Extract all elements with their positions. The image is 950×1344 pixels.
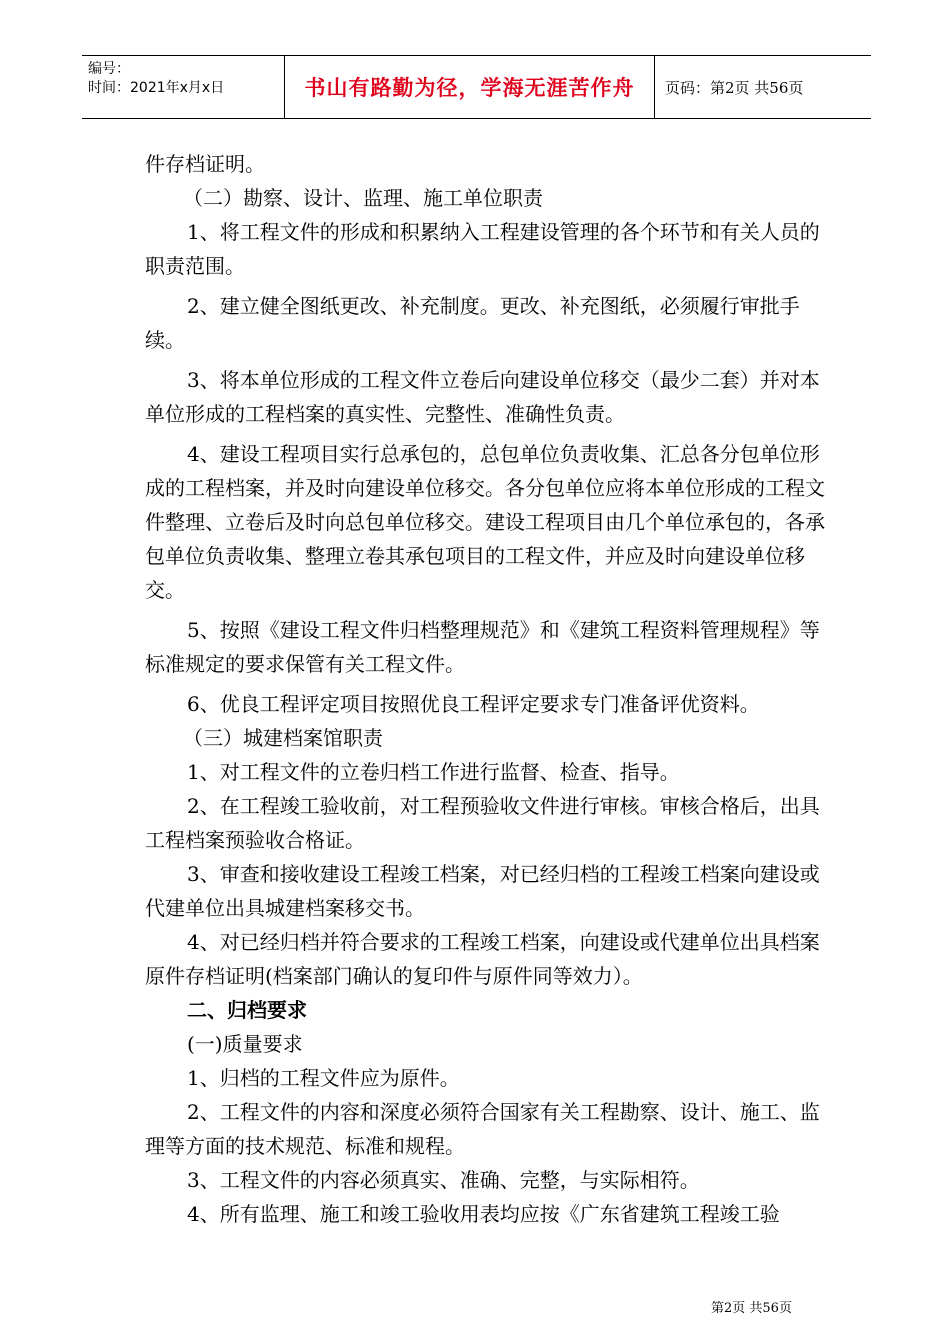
paragraph: 3、工程文件的内容必须真实、准确、完整，与实际相符。 xyxy=(187,1168,700,1192)
header-meta xyxy=(88,60,224,98)
subsection-heading: (一)质量要求 xyxy=(187,1032,303,1056)
paragraph: 2、建立健全图纸更改、补充制度。更改、补充图纸，必须履行审批手续。 xyxy=(145,294,800,352)
paragraph: 3、审查和接收建设工程竣工档案，对已经归档的工程竣工档案向建设或代建单位出具城建档案移交书。 xyxy=(145,862,820,920)
paragraph: 2、在工程竣工验收前，对工程预验收文件进行审核。审核合格后，出具工程档案预验收合格证。 xyxy=(145,794,820,852)
document-body xyxy=(145,147,825,1231)
section-heading: （二）勘察、设计、监理、施工单位职责 xyxy=(183,186,543,210)
paragraph: 6、优良工程评定项目按照优良工程评定要求专门准备评优资料。 xyxy=(187,692,760,716)
serial-label: 编号： xyxy=(88,61,130,77)
header-page-number: 页码：第2页 共56页 xyxy=(665,78,804,97)
page-header xyxy=(82,55,871,119)
paragraph: 5、按照《建设工程文件归档整理规范》和《建筑工程资料管理规程》等标准规定的要求保管有关工程文件。 xyxy=(145,618,820,676)
paragraph: 1、将工程文件的形成和积累纳入工程建设管理的各个环节和有关人员的职责范围。 xyxy=(145,220,820,278)
time-label: 时间：2021年x月x日 xyxy=(88,80,225,96)
section-heading: （三）城建档案馆职责 xyxy=(183,726,383,750)
footer-page-number: 第2页 共56页 xyxy=(711,1301,792,1316)
paragraph: 件存档证明。 xyxy=(145,152,265,176)
paragraph: 3、将本单位形成的工程文件立卷后向建设单位移交（最少二套）并对本单位形成的工程档案的真实性、完整性、准确性负责。 xyxy=(145,368,820,426)
header-motto: 书山有路勤为径，学海无涯苦作舟 xyxy=(304,75,635,100)
paragraph: 1、归档的工程文件应为原件。 xyxy=(187,1066,460,1090)
paragraph: 4、建设工程项目实行总承包的，总包单位负责收集、汇总各分包单位形成的工程档案，并及时向建设单位移交。各分包单位应将本单位形成的工程文件整理、立卷后及时向总包单位移交。建设工程项目由几个单位承包的，各承包单位负责收集、整理立卷其承包项目的工程文件，并应及时向建设单位移交。 xyxy=(145,442,825,602)
paragraph: 1、对工程文件的立卷归档工作进行监督、检查、指导。 xyxy=(187,760,680,784)
paragraph: 2、工程文件的内容和深度必须符合国家有关工程勘察、设计、施工、监理等方面的技术规范、标准和规程。 xyxy=(145,1100,820,1158)
paragraph: 4、所有监理、施工和竣工验收用表均应按《广东省建筑工程竣工验 xyxy=(187,1202,780,1226)
header-divider xyxy=(654,56,655,118)
chapter-heading: 二、归档要求 xyxy=(187,998,307,1022)
paragraph: 4、对已经归档并符合要求的工程竣工档案，向建设或代建单位出具档案原件存档证明(档案部门确认的复印件与原件同等效力）。 xyxy=(145,930,820,988)
